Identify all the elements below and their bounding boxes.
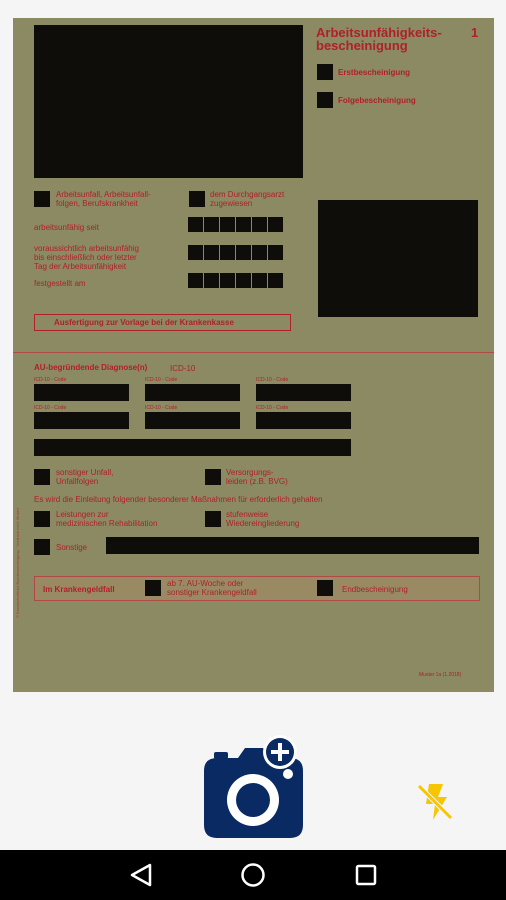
ab-woche-label-1: ab 7. AU-Woche oder (167, 579, 244, 588)
durchgangsarzt-label-1: dem Durchgangsarzt (210, 190, 285, 199)
flash-toggle-button[interactable] (416, 782, 454, 822)
icd-code-4 (34, 412, 129, 429)
doctor-stamp-redaction (318, 200, 478, 317)
status-strip (0, 0, 506, 18)
sonstiger-unfall-checkbox (34, 469, 50, 485)
voraussichtlich-date (188, 245, 283, 260)
recents-icon (336, 850, 396, 900)
icd-label-6: ICD-10 - Code (256, 405, 289, 411)
icd-label-2: ICD-10 - Code (145, 377, 178, 383)
folgebescheinigung-checkbox (317, 92, 333, 108)
back-icon (111, 850, 171, 900)
icd-code-5 (145, 412, 240, 429)
arbeitsunfaehig-seit-date (188, 217, 283, 232)
icd-label-4: ICD-10 - Code (34, 405, 67, 411)
sonstige-label: Sonstige (56, 543, 88, 552)
massnahmen-text: Es wird die Einleitung folgender besonderer Maßnahmen für erforderlich gehalten (34, 495, 323, 504)
stufenweise-label-1: stufenweise (226, 510, 269, 519)
voraussichtlich-label-1: voraussichtlich arbeitsunfähig (34, 244, 139, 253)
sonstiger-unfall-label-2: Unfallfolgen (56, 477, 99, 486)
page-number: 1 (471, 25, 479, 40)
sonstige-text-redaction (106, 537, 479, 554)
back-button[interactable] (111, 850, 171, 900)
diagnose-icd-suffix: ICD-10 (170, 364, 196, 373)
sonstige-checkbox (34, 539, 50, 555)
icd-label-3: ICD-10 - Code (256, 377, 289, 383)
form-title-line2: bescheinigung (316, 38, 408, 53)
durchgangsarzt-label-2: zugewiesen (210, 199, 253, 208)
voraussichtlich-label-3: Tag der Arbeitsunfähigkeit (34, 262, 127, 271)
ab-woche-label-2: sonstiger Krankengeldfall (167, 588, 257, 597)
icd-label-5: ICD-10 - Code (145, 405, 178, 411)
festgestellt-am-label: festgestellt am (34, 279, 86, 288)
icd-label-1: ICD-10 - Code (34, 377, 67, 383)
home-icon (223, 850, 283, 900)
leistungen-label-2: medizinischen Rehabilitation (56, 519, 158, 528)
endbescheinigung-label: Endbescheinigung (342, 585, 408, 594)
krankengeldfall-label: Im Krankengeldfall (43, 585, 115, 594)
endbescheinigung-checkbox (317, 580, 333, 596)
erstbescheinigung-checkbox (317, 64, 333, 80)
versorgungsleiden-label-1: Versorgungs- (226, 468, 274, 477)
diagnosis-text-redaction (34, 439, 351, 456)
camera-add-icon (200, 734, 304, 840)
muster-label: Muster 1a (1.2018) (419, 672, 462, 678)
stufenweise-label-2: Wiedereingliederung (226, 519, 300, 528)
home-button[interactable] (223, 850, 283, 900)
sonstiger-unfall-label-1: sonstiger Unfall, (56, 468, 114, 477)
durchgangsarzt-checkbox (189, 191, 205, 207)
arbeitsunfall-label-1: Arbeitsunfall, Arbeitsunfall- (56, 190, 151, 199)
icd-code-2 (145, 384, 240, 401)
voraussichtlich-label-2: bis einschließlich oder letzter (34, 253, 137, 262)
section-divider (13, 352, 494, 353)
arbeitsunfall-label-2: folgen, Berufskrankheit (56, 199, 138, 208)
leistungen-label-1: Leistungen zur (56, 510, 109, 519)
arbeitsunfaehig-seit-label: arbeitsunfähig seit (34, 223, 99, 232)
patient-data-redaction (34, 25, 303, 178)
arbeitsunfall-checkbox (34, 191, 50, 207)
versorgungsleiden-label-2: leiden (z.B. BVG) (226, 477, 288, 486)
android-navigation-bar (0, 850, 506, 900)
flash-off-icon (416, 782, 454, 822)
festgestellt-am-date (188, 273, 283, 288)
versorgungsleiden-checkbox (205, 469, 221, 485)
scanned-document-preview (13, 18, 494, 692)
form-side-print: © Kassenärztliche Bundesvereinigung · Vordruck nach Muster (15, 507, 20, 618)
recents-button[interactable] (336, 850, 396, 900)
erstbescheinigung-label: Erstbescheinigung (338, 68, 411, 77)
stufenweise-checkbox (205, 511, 221, 527)
diagnose-heading: AU-begründende Diagnose(n) (34, 363, 148, 372)
add-photo-button[interactable] (200, 734, 304, 840)
form-title-line1: Arbeitsunfähigkeits- (316, 25, 442, 40)
ab-woche-checkbox (145, 580, 161, 596)
icd-code-1 (34, 384, 129, 401)
folgebescheinigung-label: Folgebescheinigung (338, 96, 416, 105)
icd-code-6 (256, 412, 351, 429)
icd-code-3 (256, 384, 351, 401)
leistungen-checkbox (34, 511, 50, 527)
ausfertigung-label: Ausfertigung zur Vorlage bei der Krankenkasse (54, 318, 234, 327)
